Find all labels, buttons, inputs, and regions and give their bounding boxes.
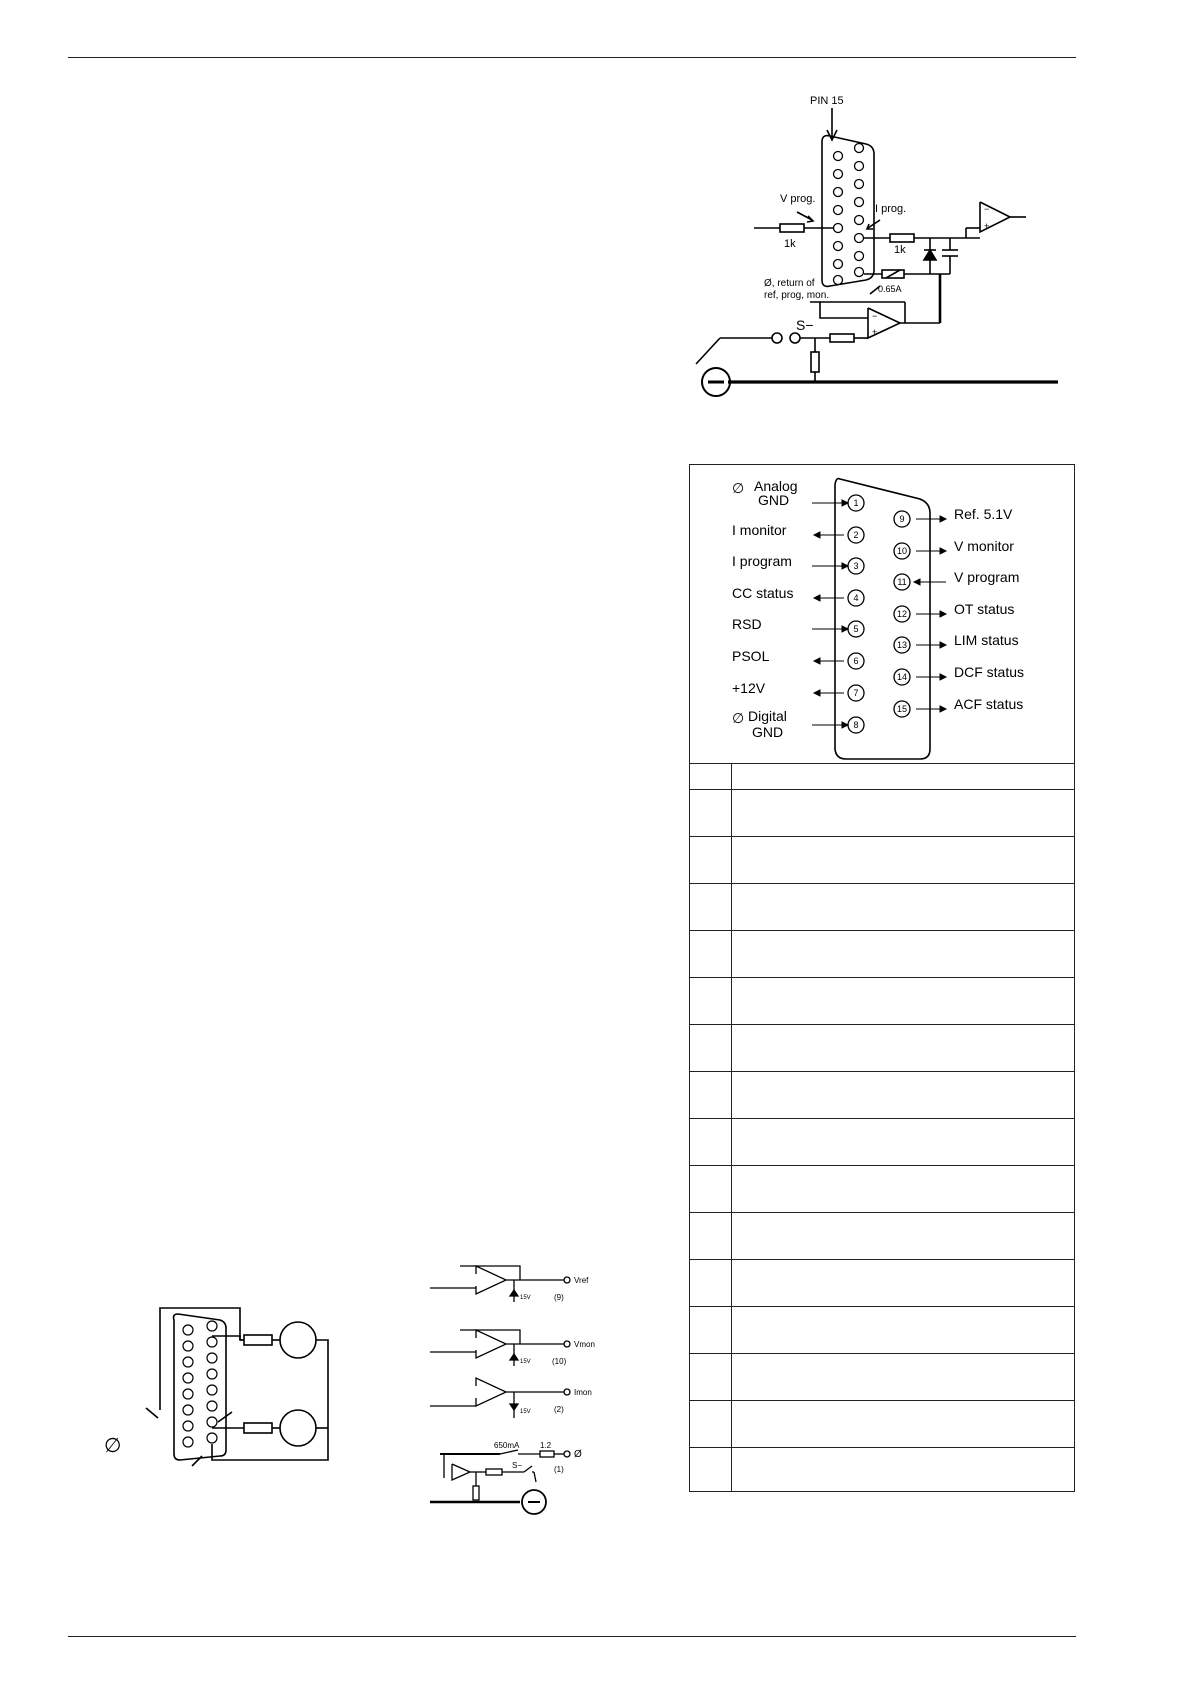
- pin8-symbol: ∅: [732, 710, 745, 726]
- svg-text:15: 15: [896, 704, 908, 714]
- svg-text:+: +: [872, 327, 878, 337]
- table-row: [690, 1259, 1074, 1260]
- ground-symbol: ∅: [104, 1435, 122, 1457]
- imon-zener: 15V: [520, 1409, 531, 1415]
- table-row: [690, 883, 1074, 884]
- sense-label-bottom: S−: [512, 1461, 523, 1470]
- footer-rule: [68, 1636, 1076, 1637]
- table-row: [690, 789, 1074, 790]
- res-value-bottom: 1.2: [540, 1441, 552, 1450]
- imon-label: Imon: [574, 1388, 592, 1397]
- vref-pin: (9): [554, 1293, 564, 1302]
- vmon-label: Vmon: [574, 1340, 595, 1349]
- table-column-divider: [731, 763, 732, 1491]
- pin1-symbol: ∅: [732, 480, 745, 496]
- svg-text:+: +: [984, 221, 990, 231]
- vref-zener: 15V: [520, 1295, 531, 1301]
- pin5-label: RSD: [732, 616, 762, 632]
- table-row: [690, 1165, 1074, 1166]
- pin2-label: I monitor: [732, 522, 787, 538]
- programming-circuit-diagram: [680, 90, 1080, 410]
- table-row: [690, 1447, 1074, 1448]
- pin12-label: OT status: [954, 601, 1015, 617]
- table-header-row: [690, 763, 1074, 789]
- fuse-value: 0.65A: [878, 284, 902, 294]
- svg-text:9: 9: [899, 514, 905, 524]
- gnd-pin-bottom: (1): [554, 1465, 564, 1474]
- fuse-value-bottom: 650mA: [494, 1441, 520, 1450]
- res-left-value: 1k: [784, 238, 796, 250]
- table-row: [690, 1212, 1074, 1213]
- pin9-label: Ref. 5.1V: [954, 506, 1013, 522]
- connector-pinout-diagram: [690, 465, 1074, 763]
- pin7-label: +12V: [732, 680, 766, 696]
- monitor-output-circuits: [430, 1258, 620, 1508]
- vmon-zener: 15V: [520, 1359, 531, 1365]
- return-label-2: ref, prog, mon.: [764, 290, 830, 301]
- table-row: [690, 1071, 1074, 1072]
- table-row: [690, 1118, 1074, 1119]
- table-row: [690, 930, 1074, 931]
- table-row: [690, 836, 1074, 837]
- vref-label: Vref: [574, 1276, 589, 1285]
- pin8-label-line2: GND: [752, 724, 784, 740]
- pinout-connector-body: [835, 479, 930, 759]
- pin10-label: V monitor: [954, 538, 1014, 554]
- pin15-label: PIN 15: [810, 95, 844, 107]
- svg-text:7: 7: [853, 688, 859, 698]
- return-label-1: Ø, return of: [764, 278, 815, 289]
- pin-assignment-table: [689, 464, 1075, 1492]
- table-row: [690, 1306, 1074, 1307]
- svg-text:5: 5: [853, 624, 859, 634]
- pin11-label: V program: [954, 569, 1020, 585]
- svg-text:8: 8: [853, 720, 859, 730]
- dsub-connector-body: [822, 136, 874, 287]
- pin3-label: I program: [732, 553, 792, 569]
- svg-text:10: 10: [896, 546, 908, 556]
- pin4-label: CC status: [732, 585, 794, 601]
- svg-text:6: 6: [853, 656, 859, 666]
- svg-text:12: 12: [896, 609, 908, 619]
- table-row: [690, 1353, 1074, 1354]
- svg-text:−: −: [984, 204, 990, 214]
- vprog-label: V prog.: [780, 193, 816, 205]
- pin8-label-line1: Digital: [748, 708, 787, 724]
- table-row: [690, 1024, 1074, 1025]
- svg-text:14: 14: [896, 672, 908, 682]
- svg-text:2: 2: [853, 530, 859, 540]
- pin13-label: LIM status: [954, 632, 1019, 648]
- svg-text:4: 4: [853, 593, 859, 603]
- remote-sense-wiring-diagram: [100, 1300, 340, 1490]
- connector-pins: [834, 144, 864, 285]
- header-rule: [68, 57, 1076, 58]
- table-row: [690, 977, 1074, 978]
- svg-text:13: 13: [896, 640, 908, 650]
- pin6-label: PSOL: [732, 648, 770, 664]
- gnd-symbol-bottom: Ø: [574, 1449, 582, 1460]
- pin1-label-line2: GND: [758, 492, 790, 508]
- svg-text:3: 3: [853, 561, 859, 571]
- table-row: [690, 1400, 1074, 1401]
- pin1-label-line1: Analog: [754, 478, 798, 494]
- svg-text:−: −: [872, 311, 878, 321]
- sense-label: S−: [796, 317, 814, 333]
- iprog-label: I prog.: [875, 203, 907, 215]
- svg-text:1: 1: [853, 498, 859, 508]
- vmon-pin: (10): [552, 1357, 567, 1366]
- imon-pin: (2): [554, 1405, 564, 1414]
- pin15-label-right: ACF status: [954, 696, 1024, 712]
- res-right-value: 1k: [894, 244, 906, 256]
- svg-text:11: 11: [897, 577, 907, 587]
- pin14-label: DCF status: [954, 664, 1025, 680]
